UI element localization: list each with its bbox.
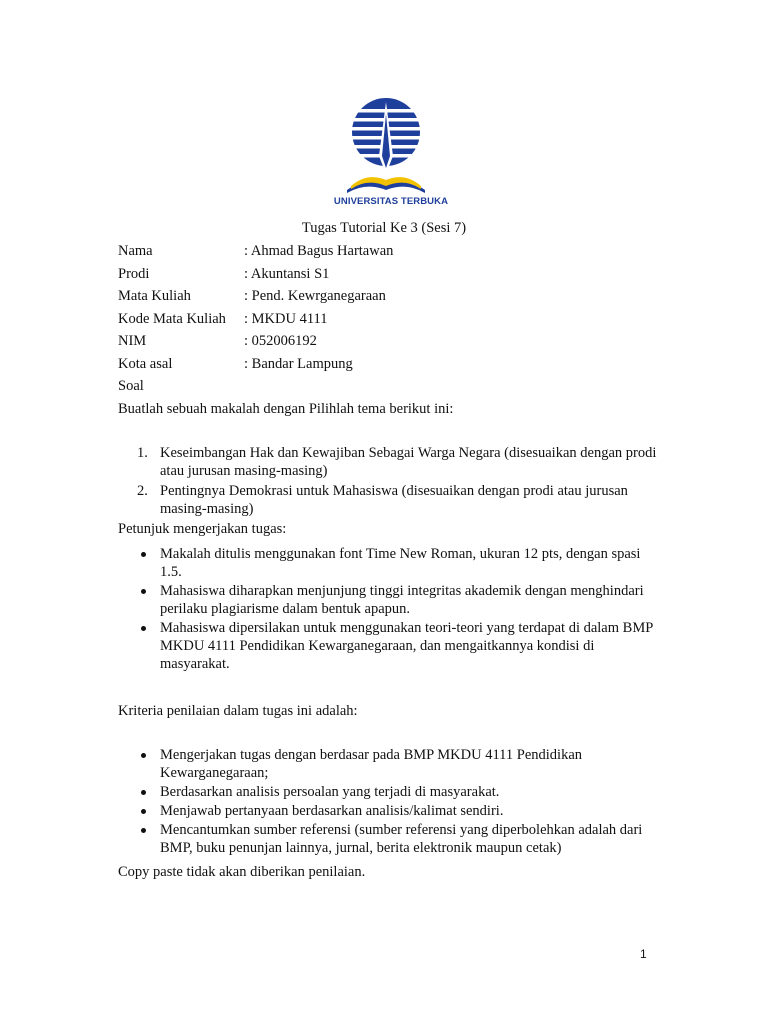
info-label: Nama bbox=[118, 243, 153, 259]
university-logo bbox=[341, 94, 441, 210]
bullet-icon bbox=[141, 589, 146, 594]
bullet-icon bbox=[141, 828, 146, 833]
bullet-icon bbox=[141, 552, 146, 557]
list-item bbox=[118, 783, 658, 801]
document-title: Tugas Tutorial Ke 3 (Sesi 7) bbox=[301, 220, 467, 236]
info-label: Kota asal bbox=[118, 355, 173, 372]
info-label: Prodi bbox=[118, 265, 150, 282]
info-value: : Akuntansi S1 bbox=[244, 265, 330, 282]
bullet-icon bbox=[141, 626, 146, 631]
kriteria-heading: Kriteria penilaian dalam tugas ini adalah: bbox=[118, 703, 358, 719]
list-item bbox=[118, 821, 658, 857]
info-row-nim bbox=[118, 332, 658, 355]
list-item-text: Menjawab pertanyaan berdasarkan analisis/kalimat sendiri. bbox=[160, 803, 504, 819]
instruction-text: Buatlah sebuah makalah dengan Pilihlah tema berikut ini: bbox=[118, 401, 454, 417]
task-text: Keseimbangan Hak dan Kewajiban Sebagai Warga Negara (disesuaikan dengan prodi atau jurusan masing-masing) bbox=[160, 445, 657, 479]
petunjuk-list bbox=[118, 545, 658, 674]
info-value: : Bandar Lampung bbox=[244, 355, 353, 372]
list-item bbox=[118, 582, 658, 618]
list-item-text: Mengerjakan tugas dengan berdasar pada BMP MKDU 4111 Pendidikan Kewarganegaraan; bbox=[160, 747, 583, 781]
info-label: NIM bbox=[118, 333, 147, 349]
task-number: 2. bbox=[137, 483, 148, 499]
logo-emblem-icon bbox=[341, 94, 441, 194]
bullet-icon bbox=[141, 809, 146, 814]
info-value: : 052006192 bbox=[244, 333, 317, 349]
student-info bbox=[118, 242, 658, 377]
info-value: : MKDU 4111 bbox=[244, 310, 328, 327]
page-number: 1 bbox=[640, 947, 647, 961]
task-item bbox=[118, 444, 658, 480]
list-item bbox=[118, 619, 658, 673]
bullet-icon bbox=[141, 790, 146, 795]
soal-heading: Soal bbox=[118, 378, 144, 394]
list-item-text: Mahasiswa dipersilakan untuk menggunakan teori-teori yang terdapat di dalam BMP MKDU 4111 Pendidikan Kewarganegaraan, dan mengaitkannya kondisi di masyarakat. bbox=[160, 620, 653, 672]
info-label: Kode Mata Kuliah bbox=[118, 310, 226, 327]
info-row-prodi bbox=[118, 265, 658, 288]
list-item bbox=[118, 802, 658, 820]
list-item bbox=[118, 545, 658, 581]
bullet-icon bbox=[141, 753, 146, 758]
task-text: Pentingnya Demokrasi untuk Mahasiswa (disesuaikan dengan prodi atau jurusan masing-masing) bbox=[160, 483, 628, 517]
kriteria-list bbox=[118, 746, 658, 858]
info-value: : Ahmad Bagus Hartawan bbox=[244, 243, 394, 259]
info-row-nama bbox=[118, 242, 658, 265]
task-list bbox=[118, 444, 658, 520]
info-row-kode-mata-kuliah bbox=[118, 310, 658, 333]
task-item bbox=[118, 482, 658, 518]
closing-note: Copy paste tidak akan diberikan penilaian. bbox=[118, 864, 366, 880]
list-item-text: Berdasarkan analisis persoalan yang terjadi di masyarakat. bbox=[160, 784, 500, 800]
list-item-text: Mencantumkan sumber referensi (sumber referensi yang diperbolehkan adalah dari BMP, buku penunjan lainnya, jurnal, berita elektronik maupun cetak) bbox=[160, 822, 643, 856]
logo-wordmark: UNIVERSITAS TERBUKA bbox=[333, 196, 449, 207]
info-value: : Pend. Kewrganegaraan bbox=[244, 288, 386, 304]
petunjuk-heading: Petunjuk mengerjakan tugas: bbox=[118, 521, 287, 537]
info-row-mata-kuliah bbox=[118, 287, 658, 310]
task-number: 1. bbox=[137, 445, 148, 461]
info-row-kota-asal bbox=[118, 355, 658, 378]
list-item-text: Mahasiswa diharapkan menjunjung tinggi integritas akademik dengan menghindari perilaku plagiarisme dalam bentuk apapun. bbox=[160, 583, 644, 617]
list-item-text: Makalah ditulis menggunakan font Time New Roman, ukuran 12 pts, dengan spasi 1.5. bbox=[160, 546, 641, 580]
info-label: Mata Kuliah bbox=[118, 288, 191, 304]
list-item bbox=[118, 746, 658, 782]
